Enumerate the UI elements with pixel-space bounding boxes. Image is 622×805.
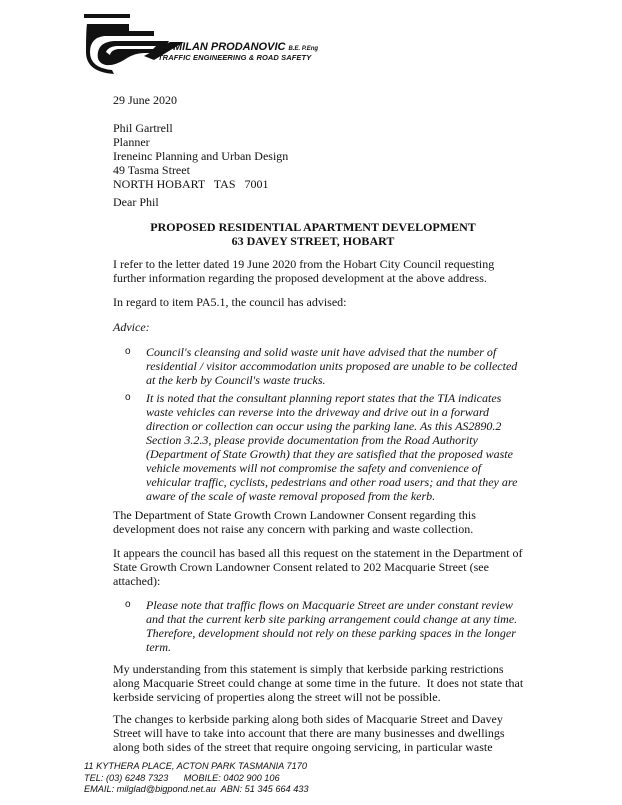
bullet-circle-icon: o: [125, 599, 131, 610]
subject-heading: [113, 220, 513, 248]
paragraph-line: along both sides of the street that require ongoing servicing, in particular waste: [113, 740, 493, 754]
bullet-text: [146, 598, 517, 654]
recipient-line: NORTH HOBART TAS 7001: [113, 177, 269, 191]
paragraph-line: State Growth Crown Landowner Consent related to 202 Macquarie Street (see: [113, 560, 489, 574]
recipient-line: 49 Tasma Street: [113, 163, 190, 177]
paragraph-understanding: [113, 662, 524, 704]
recipient-line: Phil Gartrell: [113, 121, 173, 135]
recipient-line: Planner: [113, 135, 150, 149]
footer-address: 11 KYTHERA PLACE, ACTON PARK TASMANIA 7170: [84, 761, 307, 771]
bullet-line: term.: [146, 640, 171, 654]
paragraph-line: along Macquarie Street could change at some time in the future. It does not state that: [113, 676, 524, 690]
paragraph-line: My understanding from this statement is simply that kerbside parking restrictions: [113, 662, 504, 676]
bullet-line: Therefore, development should not rely on these parking spaces in the longer: [146, 626, 516, 640]
letter-footer: [84, 761, 309, 796]
paragraph-line: The changes to kerbside parking along both sides of Macquarie Street and Davey: [113, 712, 503, 726]
bullet-line: Section 3.2.3, please provide documentation from the Road Authority: [146, 433, 478, 447]
bullet-line: aware of the scale of waste removal proposed from the kerb.: [146, 489, 436, 503]
paragraph-line: It appears the council has based all this request on the statement in the Department of: [113, 546, 523, 560]
bullet-line: Council's cleansing and solid waste unit have advised that the number of: [146, 345, 497, 359]
logo-qualification: B.E. P.Eng: [288, 46, 319, 52]
bullet-circle-icon: o: [125, 346, 131, 357]
letter-date: 29 June 2020: [113, 93, 177, 107]
subject-line: PROPOSED RESIDENTIAL APARTMENT DEVELOPMENT: [150, 220, 476, 234]
subject-line: 63 DAVEY STREET, HOBART: [231, 234, 395, 248]
advice-label: Advice:: [113, 320, 150, 334]
salutation: Dear Phil: [113, 195, 159, 209]
logo-tagline: TRAFFIC ENGINEERING & ROAD SAFETY: [158, 53, 312, 62]
bullet-line: vehicle movements will not compromise the safety and convenience of: [146, 461, 482, 475]
logo-company-name: MILAN PRODANOVIC B.E. P.Eng: [173, 41, 319, 53]
paragraph-item: In regard to item PA5.1, the council has advised:: [113, 295, 347, 309]
bullet-line: waste vehicles can reverse into the driveway and drive out in a forward: [146, 405, 490, 419]
bullet-line: and that the current kerb site parking arrangement could change at any time.: [146, 612, 518, 626]
paragraph-consent: [113, 508, 513, 536]
bullet-circle-icon: o: [125, 392, 131, 403]
paragraph-changes: [113, 712, 513, 754]
paragraph-line: further information regarding the proposed development at the above address.: [113, 271, 487, 285]
bullet-line: Please note that traffic flows on Macquarie Street are under constant review: [146, 598, 513, 612]
paragraph-intro: [113, 257, 513, 285]
paragraph-line: I refer to the letter dated 19 June 2020 from the Hobart City Council requesting: [113, 257, 495, 271]
footer-email: EMAIL: milglad@bigpond.net.au ABN: 51 345 664 433: [84, 784, 309, 794]
paragraph-line: attached):: [113, 574, 161, 588]
recipient-line: Ireneinc Planning and Urban Design: [113, 149, 289, 163]
bullet-line: residential / visitor accommodation units proposed are unable to be collected: [146, 359, 518, 373]
recipient-address: [113, 121, 513, 191]
paragraph-line: Street will have to take into account that there are many businesses and dwellings: [113, 726, 505, 740]
paragraph-appears: [113, 546, 523, 588]
bullet-line: direction or collection can occur using the parking lane. As this AS2890.2: [146, 419, 502, 433]
bullet-line: (Department of State Growth) that they are satisfied that the proposed waste: [146, 447, 513, 461]
bullet-text: [146, 345, 517, 387]
footer-phone: TEL: (03) 6248 7323 MOBILE: 0402 900 106: [84, 772, 280, 783]
bullet-line: vehicular traffic, cyclists, pedestrians and other road users; and that they are: [146, 475, 518, 489]
paragraph-line: The Department of State Growth Crown Landowner Consent regarding this: [113, 508, 476, 522]
paragraph-line: kerbside servicing of properties along the street will not be possible.: [113, 690, 441, 704]
bullet-line: at the kerb by Council's waste trucks.: [146, 373, 326, 387]
paragraph-line: development does not raise any concern with parking and waste collection.: [113, 522, 474, 536]
bullet-text: [146, 391, 517, 503]
bullet-line: It is noted that the consultant planning report states that the TIA indicates: [146, 391, 502, 405]
